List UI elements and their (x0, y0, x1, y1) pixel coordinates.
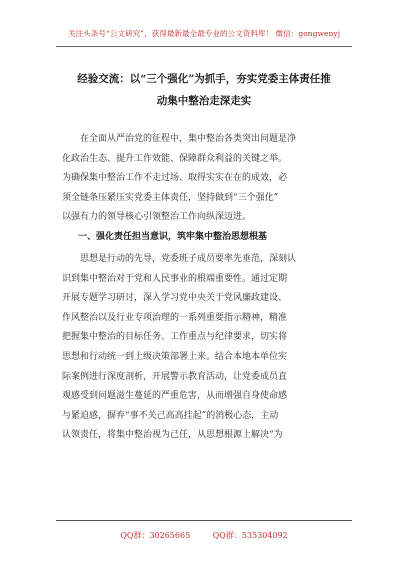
paragraph-line: 为确保集中整治工作不走过场、取得实实在在的成效，必 (62, 173, 288, 184)
paragraph-line: 须全链条压紧压实党委主体责任，坚持做到“三个强化” (62, 192, 279, 203)
paragraph-line: 把握集中整治的目标任务、工作重点与纪律要求，切实将 (62, 332, 288, 343)
section-heading: 一、强化责任担当意识，筑牢集中整治思想根基 (78, 232, 268, 242)
intro-paragraph (62, 130, 354, 228)
header-divider (56, 46, 352, 47)
paragraph-line: 思想是行动的先导，党委班子成员要率先垂范，深刻认 (80, 254, 297, 264)
section-paragraph (62, 250, 354, 446)
paragraph-line: 以强有力的领导核心引领整治工作向纵深迈进。 (62, 212, 252, 223)
footer (0, 530, 408, 541)
paragraph-line: 际案例进行深度剖析，开展警示教育活动，让党委成员直 (62, 371, 288, 382)
document-title (54, 68, 354, 112)
footer-qq-group-2: QQ群：535304092 (212, 531, 288, 540)
paragraph-line: 作风整治以及行业专项治理的一系列重要指示精神，精准 (62, 312, 288, 323)
paragraph-line: 识到集中整治对于党和人民事业的根端重要性。通过定期 (62, 273, 288, 284)
paragraph-line: 开展专题学习研讨，深入学习党中央关于党风廉政建设、 (62, 293, 288, 304)
footer-qq-group-1: QQ群：30265665 (120, 531, 191, 540)
paragraph-line: 与紧迫感，摒弃“事不关己高高挂起”的消极心态，主动 (62, 410, 279, 421)
paragraph-line: 认领责任，将集中整治视为己任，从思想根源上解决“为 (62, 430, 283, 441)
header-banner: 关注头条号“公文研究”，获得最新最全最专业的公文资料库！ 微信：gongwenyj (67, 29, 341, 38)
paragraph-line: 观感受到问题滋生蔓延的严重危害，从而增强自身使命感 (62, 391, 288, 402)
title-line: 动集中整治走深走实 (156, 95, 252, 107)
paragraph-line: 思想和行动统一到上级决策部署上来。结合本地本单位实 (62, 351, 288, 362)
paragraph-line: 在全面从严治党的征程中，集中整治各类突出问题是净 (80, 134, 297, 144)
footer-divider (56, 520, 352, 521)
title-line: 经验交流：以“三个强化”为抓手，夯实党委主体责任推 (77, 73, 331, 85)
paragraph-line: 化政治生态、提升工作效能、保障群众利益的关键之举。 (62, 153, 288, 164)
